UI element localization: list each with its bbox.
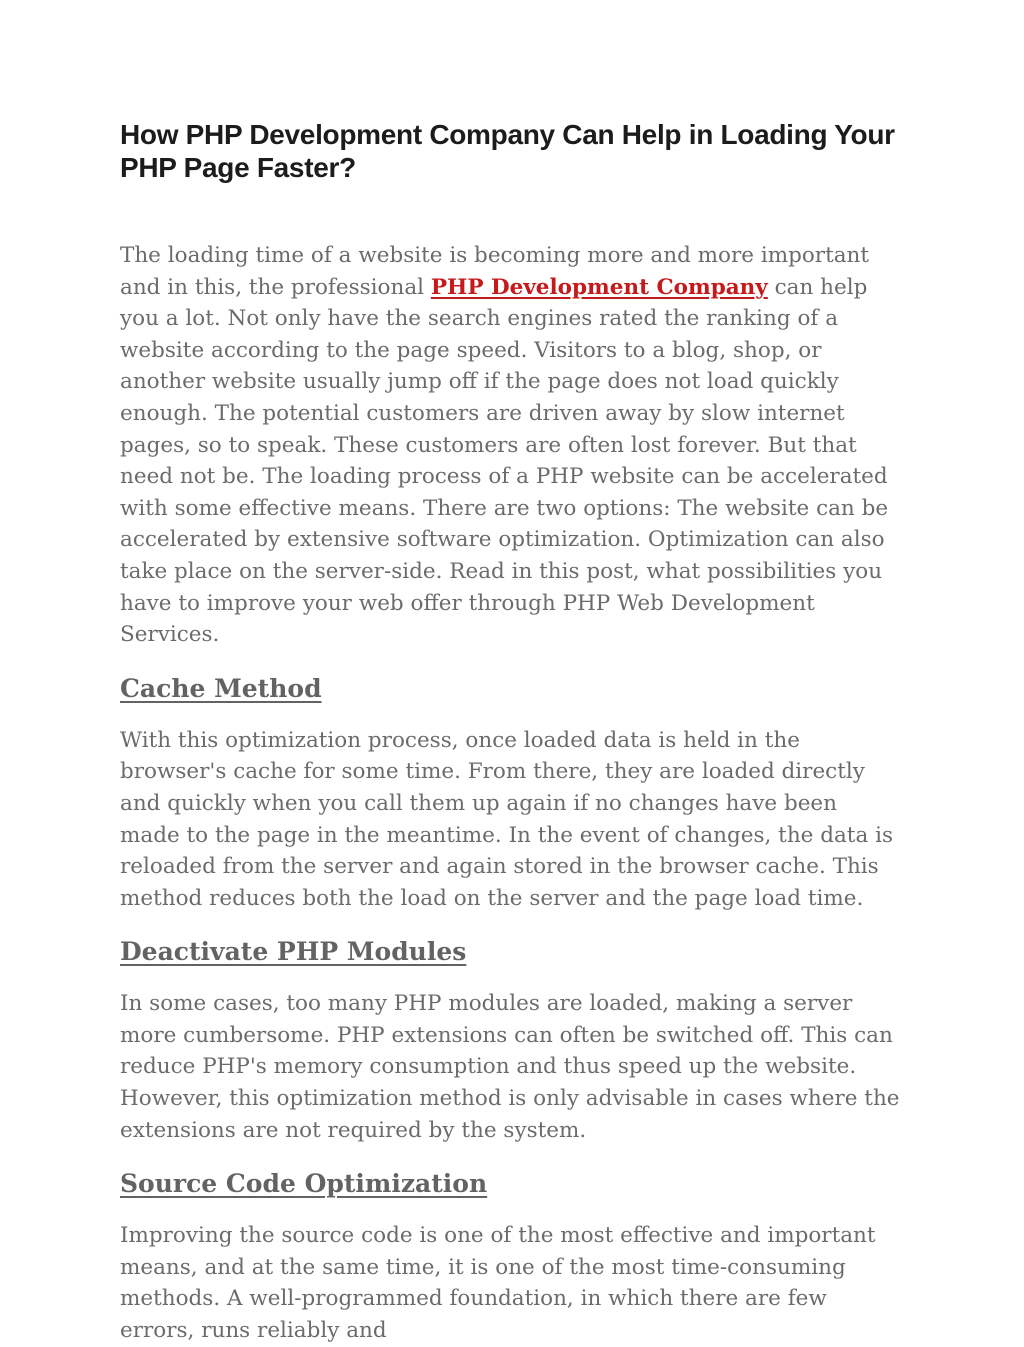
intro-text-before-link: The loading time of a website is becoming more and more important and in this, the professional <box>120 243 870 300</box>
section-heading-deactivate-php-modules: Deactivate PHP Modules <box>120 937 467 967</box>
section-source-code-optimization <box>120 1169 902 1346</box>
section-cache-method <box>120 674 902 915</box>
section-paragraph-source-code-optimization: Improving the source code is one of the most effective and important means, and at the same time, it is one of the most time-consuming methods. A well-programmed foundation, in which there are few errors, runs reliably and <box>120 1223 876 1344</box>
section-paragraph-cache-method: With this optimization process, once loaded data is held in the browser's cache for some time. From there, they are loaded directly and quickly when you call them up again if no changes have been made to the page in the meantime. In the event of changes, the data is reloaded from the server and again stored in the browser cache. This method reduces both the load on the server and the page load time. <box>120 727 894 911</box>
section-heading-source-code-optimization: Source Code Optimization <box>120 1169 488 1199</box>
page-title-line-1: How PHP Development Company Can Help in Loading Your <box>120 119 895 150</box>
section-heading-cache-method: Cache Method <box>120 673 322 703</box>
intro-text-after-link: can help you a lot. Not only have the search engines rated the ranking of a website according to the page speed. Visitors to a blog, shop, or another website usually jump off if the page does not load quickly enough. The potential customers are driven away by slow internet pages, so to speak. These customers are often lost forever. But that need not be. The loading process of a PHP website can be accelerated with some effective means. There are two options: The website can be accelerated by extensive software optimization. Optimization can also take place on the server-side. Read in this post, what possibilities you have to improve your web offer through PHP Web Development Services. <box>120 274 889 648</box>
php-development-company-link[interactable]: PHP Development Company <box>430 274 768 300</box>
page-title <box>120 118 902 184</box>
page-title-line-2: PHP Page Faster? <box>120 152 356 183</box>
section-paragraph-deactivate-php-modules: In some cases, too many PHP modules are loaded, making a server more cumbersome. PHP extensions can often be switched off. This can reduce PHP's memory consumption and thus speed up the website. However, this optimization method is only advisable in cases where the extensions are not required by the system. <box>120 991 900 1143</box>
intro-paragraph <box>120 240 902 651</box>
section-deactivate-php-modules <box>120 937 902 1146</box>
